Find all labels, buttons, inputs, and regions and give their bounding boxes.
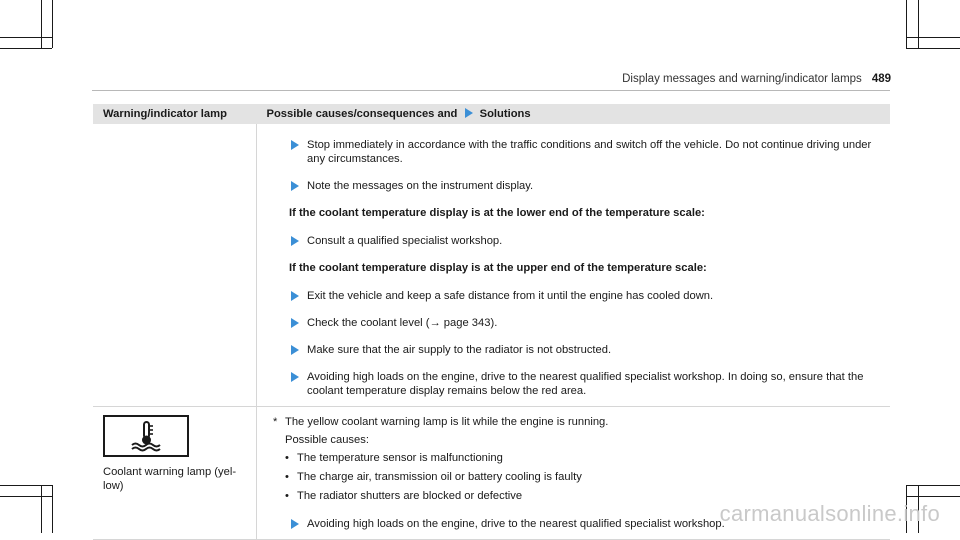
- table-row: [93, 124, 890, 407]
- arrow-right-icon: [291, 181, 299, 191]
- header-rule: [92, 90, 890, 91]
- arrow-right-icon: [291, 345, 299, 355]
- causes-list: [273, 451, 880, 503]
- lamp-caption: Coolant warning lamp (yel-low): [103, 466, 237, 492]
- note-text: The yellow coolant warning lamp is lit while the engine is running.: [285, 416, 609, 428]
- crop-mark: [0, 37, 52, 38]
- step-item: Stop immediately in accordance with the traffic conditions and switch off the vehicle. Do not continue driving under any circumstances.: [273, 138, 880, 166]
- subheading-upper-end: If the coolant temperature display is at the upper end of the temperature scale:: [289, 262, 707, 274]
- crop-mark: [52, 0, 53, 48]
- running-head: [622, 73, 891, 85]
- lamp-cell-empty: [93, 124, 257, 407]
- causes-label: Possible causes:: [285, 434, 369, 446]
- arrow-right-icon: [291, 372, 299, 382]
- step-item: Consult a qualified specialist workshop.: [273, 234, 880, 248]
- crop-mark: [0, 48, 52, 49]
- crop-mark: [0, 496, 52, 497]
- arrow-right-icon: [291, 236, 299, 246]
- note-line: [273, 415, 880, 429]
- note-star: *: [273, 416, 278, 428]
- list-item: • The radiator shutters are blocked or defective: [297, 489, 880, 503]
- subheading-lower-end: If the coolant temperature display is at the lower end of the temperature scale:: [289, 207, 705, 219]
- arrow-right-icon: [465, 108, 473, 118]
- coolant-temperature-icon: [126, 420, 166, 452]
- crop-mark: [906, 0, 907, 48]
- header-solutions-label: Solutions: [479, 108, 531, 120]
- crop-mark: [906, 48, 960, 49]
- header-causes-label: Possible causes/consequences and: [266, 108, 458, 120]
- watermark: carmanualsonline.info: [719, 501, 940, 526]
- step-item: Exit the vehicle and keep a safe distance from it until the engine has cooled down.: [273, 289, 880, 303]
- warning-lamp-table: [93, 104, 890, 540]
- step-item: Note the messages on the instrument display.: [273, 179, 880, 193]
- arrow-right-icon: [291, 140, 299, 150]
- step-item: Make sure that the air supply to the radiator is not obstructed.: [273, 343, 880, 357]
- crop-mark: [52, 485, 53, 533]
- crop-mark: [906, 496, 960, 497]
- step-item: Avoiding high loads on the engine, drive to the nearest qualified specialist workshop.: [273, 517, 880, 531]
- running-head-title: Display messages and warning/indicator lamps: [622, 73, 862, 85]
- crop-mark: [0, 485, 52, 486]
- list-item: • The charge air, transmission oil or battery cooling is faulty: [297, 470, 880, 484]
- arrow-right-icon: [291, 519, 299, 529]
- arrow-right-icon: [291, 318, 299, 328]
- page-number: 489: [871, 73, 891, 85]
- list-item: • The temperature sensor is malfunctioning: [297, 451, 880, 465]
- arrow-right-icon: [291, 291, 299, 301]
- crop-mark: [906, 485, 960, 486]
- solutions-cell: [257, 124, 891, 407]
- lamp-symbol-box: [103, 415, 189, 457]
- crop-mark: [918, 0, 919, 48]
- table-header-row: [93, 104, 890, 124]
- crop-mark: [41, 0, 42, 48]
- header-warning-lamp: Warning/indicator lamp: [93, 104, 257, 124]
- step-item: Avoiding high loads on the engine, drive to the nearest qualified specialist workshop. In doing so, ensure that the coolant temperature display remains below the red area.: [273, 370, 880, 398]
- step-item: Check the coolant level (→ page 343).: [273, 316, 880, 330]
- header-causes-solutions: [257, 104, 891, 124]
- crop-mark: [41, 485, 42, 533]
- crop-mark: [906, 37, 960, 38]
- lamp-cell: [93, 407, 257, 540]
